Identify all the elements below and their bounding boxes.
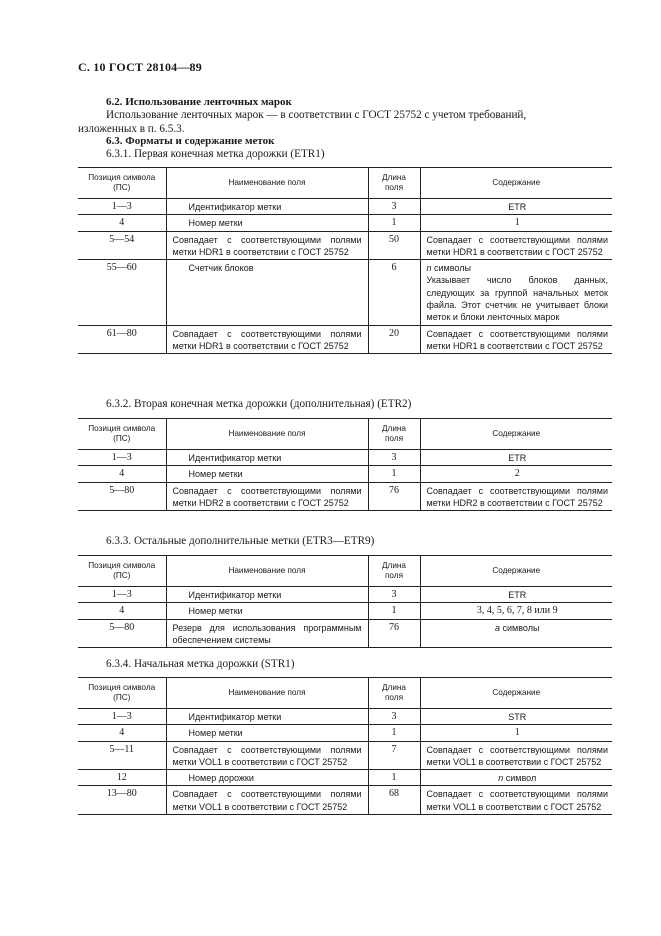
content-cell: Совпадает с соответствующими полями метки HDR1 в соответствии с ГОСТ 25752	[420, 325, 612, 354]
column-header-content: Содержание	[420, 419, 612, 450]
table-row	[78, 587, 612, 603]
position-cell: 13—80	[106, 788, 137, 800]
italic-n: n	[498, 773, 504, 784]
position-cell: 55—60	[106, 262, 137, 274]
table-row	[78, 603, 612, 619]
length-cell: 76	[368, 482, 420, 511]
content-cell: STR	[420, 709, 612, 725]
position-cell: 5—80	[109, 484, 135, 496]
column-header-length: Длина поля	[368, 419, 420, 450]
field-name-cell: Совпадает с соответствующими полями метки HDR1 в соответствии с ГОСТ 25752	[166, 325, 368, 354]
table-title-str1: 6.3.4. Начальная метка дорожки (STR1)	[106, 658, 295, 670]
position-cell: 4	[119, 727, 125, 739]
table-row	[78, 199, 612, 215]
content-cell: 1	[420, 725, 612, 741]
length-cell: 1	[368, 603, 420, 619]
field-name-cell: Совпадает с соответствующими полями метки VOL1 в соответствии с ГОСТ 25752	[166, 786, 368, 815]
page-header: С. 10 ГОСТ 28104—89	[78, 60, 202, 74]
length-cell: 20	[368, 325, 420, 354]
table-row	[78, 325, 612, 354]
position-cell: 5—11	[109, 743, 135, 755]
content-cell: 3, 4, 5, 6, 7, 8 или 9	[420, 603, 612, 619]
content-cell: ETR	[420, 450, 612, 466]
italic-n: n	[426, 263, 432, 274]
field-name-cell: Идентификатор метки	[166, 450, 368, 466]
length-cell: 1	[368, 215, 420, 231]
position-cell: 4	[119, 217, 125, 229]
table-row	[78, 260, 612, 325]
content-cell: Совпадает с соответствующими полями метки VOL1 в соответствии с ГОСТ 25752	[420, 741, 612, 770]
column-header-position: Позиция символа (ПС)	[78, 678, 166, 709]
field-name-cell: Счетчик блоков	[166, 260, 368, 325]
position-cell: 5—80	[109, 621, 135, 633]
content-text: символ	[503, 773, 537, 784]
table-row	[78, 215, 612, 231]
table-title-etr1: 6.3.1. Первая конечная метка дорожки (ETR1)	[106, 148, 325, 160]
table-etr2	[78, 418, 612, 511]
column-header-field-name: Наименование поля	[166, 168, 368, 199]
table-row	[78, 482, 612, 511]
field-name-cell: Номер метки	[166, 466, 368, 482]
field-name-cell: Номер метки	[166, 215, 368, 231]
column-header-position: Позиция символа (ПС)	[78, 556, 166, 587]
table-row	[78, 709, 612, 725]
content-cell: ETR	[420, 587, 612, 603]
content-cell: 2	[420, 466, 612, 482]
length-cell: 68	[368, 786, 420, 815]
table-row	[78, 770, 612, 786]
column-header-content: Содержание	[420, 556, 612, 587]
column-header-field-name: Наименование поля	[166, 678, 368, 709]
field-name-cell: Совпадает с соответствующими полями метки HDR2 в соответствии с ГОСТ 25752	[166, 482, 368, 511]
position-cell: 4	[119, 468, 125, 480]
position-cell: 1—3	[111, 201, 132, 212]
field-name-cell: Идентификатор метки	[166, 709, 368, 725]
table-row	[78, 231, 612, 260]
position-cell: 4	[119, 605, 125, 617]
content-cell	[420, 770, 612, 786]
content-cell	[420, 260, 612, 325]
length-cell: 76	[368, 619, 420, 648]
column-header-content: Содержание	[420, 678, 612, 709]
section-6-3-heading: 6.3. Форматы и содержание меток	[106, 135, 275, 147]
column-header-length: Длина поля	[368, 678, 420, 709]
position-cell: 1—3	[111, 711, 132, 722]
section-6-2-text: Использование ленточных марок — в соответствии с ГОСТ 25752 с учетом требований, изложенных в п. 6.5.3.	[78, 109, 527, 135]
position-cell: 61—80	[106, 327, 137, 339]
field-name-cell: Резерв для использования программным обеспечением системы	[166, 619, 368, 648]
length-cell: 3	[368, 450, 420, 466]
length-cell: 50	[368, 231, 420, 260]
content-cell	[420, 619, 612, 648]
length-cell: 1	[368, 770, 420, 786]
table-str1	[78, 677, 612, 815]
column-header-field-name: Наименование поля	[166, 419, 368, 450]
length-cell: 3	[368, 587, 420, 603]
column-header-field-name: Наименование поля	[166, 556, 368, 587]
column-header-length: Длина поля	[368, 168, 420, 199]
column-header-content: Содержание	[420, 168, 612, 199]
table-row	[78, 466, 612, 482]
length-cell: 3	[368, 199, 420, 215]
field-name-cell: Номер дорожки	[166, 770, 368, 786]
column-header-position: Позиция символа (ПС)	[78, 168, 166, 199]
content-cell: ETR	[420, 199, 612, 215]
length-cell: 7	[368, 741, 420, 770]
table-etr1	[78, 167, 612, 354]
length-cell: 1	[368, 466, 420, 482]
table-etr3-9	[78, 555, 612, 648]
length-cell: 1	[368, 725, 420, 741]
table-row	[78, 725, 612, 741]
field-name-cell: Совпадает с соответствующими полями метки VOL1 в соответствии с ГОСТ 25752	[166, 741, 368, 770]
content-cell: Совпадает с соответствующими полями метки HDR2 в соответствии с ГОСТ 25752	[420, 482, 612, 511]
table-title-etr2: 6.3.2. Вторая конечная метка дорожки (дополнительная) (ETR2)	[106, 398, 412, 410]
table-row	[78, 619, 612, 648]
column-header-position: Позиция символа (ПС)	[78, 419, 166, 450]
table-row	[78, 450, 612, 466]
content-cell: 1	[420, 215, 612, 231]
column-header-length: Длина поля	[368, 556, 420, 587]
length-cell: 6	[368, 260, 420, 325]
section-6-2-heading: 6.2. Использование ленточных марок	[106, 96, 292, 108]
content-cell: Совпадает с соответствующими полями метки HDR1 в соответствии с ГОСТ 25752	[420, 231, 612, 260]
field-name-cell: Номер метки	[166, 725, 368, 741]
field-name-cell: Идентификатор метки	[166, 199, 368, 215]
table-title-etr3-9: 6.3.3. Остальные дополнительные метки (ETR3—ETR9)	[106, 535, 375, 547]
table-row	[78, 741, 612, 770]
content-text: символы	[500, 622, 540, 633]
field-name-cell: Совпадает с соответствующими полями метки HDR1 в соответствии с ГОСТ 25752	[166, 231, 368, 260]
position-cell: 1—3	[111, 452, 132, 463]
table-row	[78, 786, 612, 815]
field-name-cell: Номер метки	[166, 603, 368, 619]
field-name-cell: Идентификатор метки	[166, 587, 368, 603]
content-cell: Совпадает с соответствующими полями метки VOL1 в соответствии с ГОСТ 25752	[420, 786, 612, 815]
italic-a: a	[495, 622, 501, 633]
position-cell: 1—3	[111, 589, 132, 600]
length-cell: 3	[368, 709, 420, 725]
content-text: символы Указывает число блоков данных, следующих за группой начальных меток файла. Этот счетчик не учитывает блоки меток и блоки ленточных марок	[426, 263, 608, 323]
position-cell: 12	[116, 772, 127, 784]
position-cell: 5—54	[109, 233, 135, 245]
